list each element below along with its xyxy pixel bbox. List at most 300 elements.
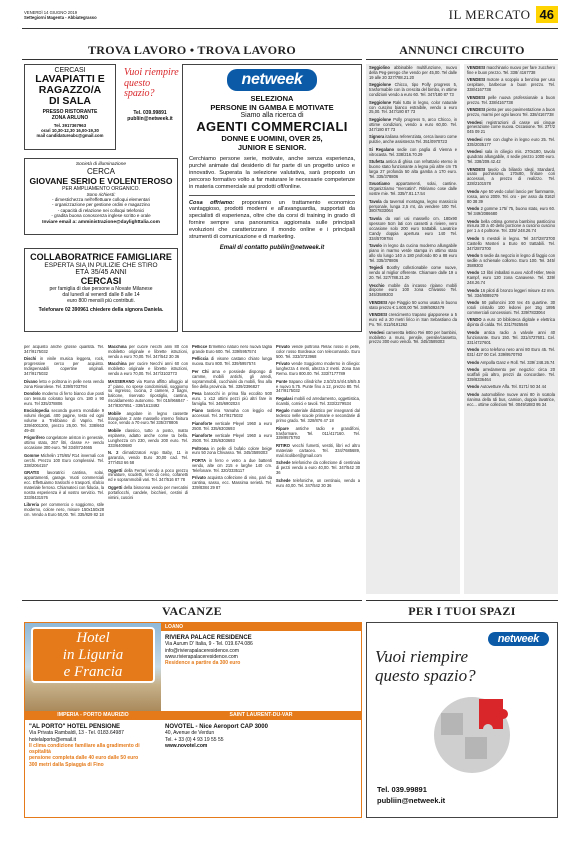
classified-text: 5 mestoli in legno. Tel 347/2873700 Castello Mosteri a Euro 60 trattabili. Tel. 347/2873700 bbox=[467, 235, 555, 251]
classified-keyword: Tavolo bbox=[369, 243, 382, 249]
hotel-phone: Tel. + 33 (0) 4 93 19 55 55 bbox=[165, 736, 224, 743]
classified-keyword: Vendo bbox=[467, 384, 480, 390]
ad-heading: Siamo alla ricerca di bbox=[240, 112, 304, 119]
classified-ad bbox=[108, 380, 188, 409]
ad-sub: PER AMPLIAMENTO ORGANICO. bbox=[62, 186, 140, 192]
classified-text: materiale didattico per insegnanti dal tedesco nelle scuole primarie e secondarie di primo grado. Tel. 328/876 47 18 bbox=[276, 408, 360, 424]
classified-text: da tavernal montagna, legno massiccio personale, lunga 2,5 mt, da vendere 100 Tel. 380/7833064 bbox=[369, 198, 458, 214]
ad-tasks-label: Sono richiesti: bbox=[86, 192, 116, 197]
classified-ad bbox=[192, 392, 272, 407]
hotel-address: 40, Avenue de Verdun bbox=[165, 730, 215, 737]
classified-text: in vinile musica leggera, rock, progressive cerco per acquisto. Indispensabili copertine originali. 347/9175032 bbox=[24, 356, 104, 377]
classified-keyword: Tavola bbox=[369, 215, 382, 221]
classified-ad bbox=[276, 380, 360, 395]
ad-email: publiin@netweek.it bbox=[127, 115, 173, 122]
classified-keyword: Vendo bbox=[467, 347, 480, 353]
classified-keyword: Mobile bbox=[108, 410, 121, 416]
classified-column-3 bbox=[192, 345, 272, 593]
classified-keyword: VENDESI bbox=[467, 94, 485, 100]
ad-vuoi-riempire-big bbox=[366, 622, 558, 818]
classified-keyword: Schede bbox=[276, 477, 291, 483]
ad-heading: DONNE E UOMINI, OVER 25, bbox=[221, 134, 323, 143]
classified-ad bbox=[467, 368, 555, 383]
classified-ad bbox=[369, 135, 457, 145]
classified-text: classico, tutto a posto, matto esplarete, adatto anche come ta bella. Lunghezza cm 230, vendo 200 euro. Tel. 333/6400680 bbox=[108, 427, 188, 448]
page-header-left bbox=[24, 10, 97, 20]
classified-ad bbox=[467, 385, 555, 390]
ad-vuoi-riempire-small bbox=[120, 64, 180, 150]
classified-ad bbox=[467, 271, 555, 286]
classified-text: 50 palloncini 100 tex 45 quartine. 30 rotoli cristallo 100 ledorei per 15g 1895 commerciali concessioni. Tel. 339/7833064 bbox=[467, 300, 556, 315]
ad-contact: Tel. 3917367963 orari 10,30-12,30 16,00-19,30 mail candidatureabc@gmail.com bbox=[36, 123, 104, 138]
ad-email: publiin@netweek.it bbox=[377, 796, 446, 805]
classified-text: per cucire Necchi anni 60 con mobiletto originale e librette istruzioni, vendo a euro 70,00. Tel. 347/3103773 bbox=[108, 361, 188, 377]
classified-text: telefoniche, un centinaio, vendo a euro 40,00. Tel. 347/542 30 36 bbox=[276, 477, 360, 488]
classified-text: Michelin 175/65/ R14 invernali con cerchi. Prezzo 100 Euro complessivi. Tel. 338/2064157 bbox=[24, 452, 104, 468]
classified-text: Polly progress 5, arco Chicco, in ottime condizioni, vendo a euro 60,00. Tel. 347/180 87 73 bbox=[369, 116, 457, 132]
header-rule bbox=[22, 28, 558, 29]
classified-text: verticale Pleyel 1960 a euro 2500. Tel. 335/6303693 bbox=[192, 420, 272, 431]
classified-ad bbox=[276, 479, 360, 489]
classified-keyword: Vendesi bbox=[467, 136, 483, 142]
section-head-spazi: PER I TUOI SPAZI bbox=[408, 604, 516, 618]
classified-text: per acquisto anche grosse quantità. Tel. 347/9175032 bbox=[24, 345, 104, 354]
classified-keyword: Vendo bbox=[467, 206, 480, 212]
classified-text: Autovetture Alfa. Tel. 0171/ 50 34 44 bbox=[480, 384, 547, 390]
classified-text: vende Soggiorno moderno in ciliegio: lunghezza 4 metri, altezza 2 metri. Zona San Remo. Euro 800.00. Tel. 333/7177789 bbox=[276, 361, 360, 377]
classified-text: crescimento trapano giapponese a 5 euro ed a 20 metri lirico in San Sebastiano da Po. Tel. 011/9191262 bbox=[369, 312, 457, 328]
classified-text: bella ottima gomma bambino pasticcino misura 30 a 40 dello porzione a cuscino cuscino per 1 a 4 poltrone. Tel. 339/ 248.26.74 bbox=[467, 218, 555, 234]
classified-keyword: Vendesi bbox=[369, 329, 385, 335]
section-head-annunci: ANNUNCI CIRCUITO bbox=[399, 43, 525, 57]
hotel-note: 300 metri dalla Spiaggia di Fino bbox=[29, 761, 104, 768]
classified-ad bbox=[369, 331, 457, 346]
classified-ad bbox=[192, 459, 272, 474]
classified-ad bbox=[192, 476, 272, 491]
ad-cerca: CERCA bbox=[86, 167, 115, 176]
hotel-note: Residence a partire da 300 euro bbox=[165, 660, 241, 667]
classified-column-1 bbox=[24, 345, 104, 593]
hotel-email: info@rivierapalaceresidence.com bbox=[165, 647, 239, 654]
hotel-band-imperia: IMPERIA - PORTO MAURIZIO bbox=[25, 711, 161, 720]
ad-email: Inviare email a: amministrazione@daylighttalia.com bbox=[42, 219, 160, 225]
classified-ad bbox=[369, 313, 457, 328]
ad-task: - capacità di relazione nei colloqui telefonici bbox=[57, 207, 145, 213]
ad-cercasi: CERCASI bbox=[80, 276, 122, 286]
classified-ad bbox=[276, 362, 360, 377]
ad-giovane-volenteroso bbox=[24, 158, 178, 235]
rule bbox=[22, 600, 362, 601]
classified-keyword: Signora bbox=[369, 134, 385, 140]
classified-text: vende poltrona Relax rosso in pelle, color rosso Bordeaux con telecomando. Euro 500. Tel. 333/3733968 bbox=[276, 345, 360, 359]
classified-text: della Ferrari vendo a poco prezzo miniature, scudetti, ferro di ceno, cofanetti ed e soprammobili vari. Tel. 347/516 87 78 bbox=[108, 467, 188, 483]
classified-keyword: VENDESI bbox=[467, 166, 485, 172]
classified-ad bbox=[192, 409, 272, 419]
classified-ad bbox=[276, 397, 360, 407]
classified-keyword: Oggetti bbox=[108, 484, 123, 490]
ad-task: - gradita buona conoscenza inglese scritto e orale bbox=[51, 213, 151, 219]
hotel-website: www.rivierapalaceresidence.com bbox=[165, 653, 238, 660]
classified-keyword: Svuotiamo bbox=[369, 181, 390, 187]
classified-ad bbox=[467, 237, 555, 252]
ad-title: COLLABORATRICE FAMIGLIARE bbox=[30, 252, 172, 262]
classified-keyword: Pianoforte bbox=[192, 420, 213, 426]
hotel-note: Il clima condizione familiare alla gradimento di ospitalità bbox=[29, 742, 140, 756]
classified-ad bbox=[467, 348, 555, 358]
classified-text: Boothy collezionabile come nuove, vendo al miglior offerente. Chiamare dalle 19 o 20. Tel. 327/788.21.20 bbox=[369, 265, 457, 281]
classified-ad bbox=[192, 447, 272, 457]
classified-ad bbox=[276, 409, 360, 424]
classified-ad bbox=[108, 429, 188, 449]
classified-text: abbinabile multifunzione, nuovo della Peg-perego che vendo per 45,00. Tel dalle 19 alle 20 327/788.21.20 bbox=[369, 65, 457, 80]
classified-text: sedie con paglia di Vienna e vitrocasta. Tel. 338/216.70.29 bbox=[369, 146, 458, 157]
offer-label: Cosa offriamo: bbox=[189, 199, 235, 206]
ad-title: GIOVANE SERIO E VOLENTEROSO bbox=[29, 176, 173, 186]
netweek-logo bbox=[189, 69, 355, 91]
classified-text: antica di ghisa con refrattario eterno in buono stato funzionante a legna più altre cm 75 larga 27 profonda 50 alta gamba a 170 euro. Tel. 335/378806 bbox=[369, 159, 457, 179]
classified-keyword: Divano bbox=[24, 378, 38, 384]
classified-ad bbox=[108, 412, 188, 427]
classified-keyword: Si Regalano bbox=[369, 146, 395, 152]
classified-keyword: Regalo bbox=[276, 408, 290, 414]
classified-ad bbox=[369, 266, 457, 281]
classified-keyword: Vendo bbox=[467, 188, 480, 194]
hotel-name: "AL PORTO" HOTEL PENSIONE bbox=[29, 724, 121, 730]
classified-text: vecchi fumetti, vestiti, libri ed altro materiale cartaceo. Tel. 334/7685689, mail.ricoliber@gmail.com bbox=[276, 442, 360, 458]
classified-ad bbox=[369, 160, 457, 180]
classified-text: Ampolla Ganz e Roll. Tel. 339/ 248.26.74 bbox=[480, 359, 555, 365]
classified-keyword: Privato bbox=[276, 361, 290, 367]
ad-heading: PERSONE IN GAMBA E MOTIVATE bbox=[210, 103, 334, 112]
annunci-column-2 bbox=[464, 64, 558, 594]
hotel-address: Via Aurum D' Italia, 9 - Tel. 019.674.086 bbox=[165, 641, 253, 648]
section-head-trova-lavoro: TROVA LAVORO • TROVA LAVORO bbox=[87, 43, 297, 57]
classified-keyword: Vendo bbox=[467, 287, 480, 293]
classified-ad bbox=[467, 301, 555, 316]
rule bbox=[366, 59, 558, 60]
logo-text: netweek bbox=[488, 632, 549, 646]
ad-phone: Telefonare 02 390961 chiedere della signora Daniela. bbox=[38, 307, 164, 313]
classified-text: arco telefono nero anni 80 Euro 45. Tel. 031/ 427 00 Cel. 339/9570793 bbox=[467, 347, 555, 358]
classified-ad bbox=[276, 444, 360, 459]
classified-text: Ape Piaggio 50 uomo usata in buono stato prezzo € 1.600,00 Tel. 349/5092479 bbox=[369, 299, 457, 310]
classified-text: antiche radio e grandifoni, trasformare. Tel. 011/417160. Tel. 339/9575793 bbox=[276, 425, 360, 441]
classified-keyword: Seggiolone bbox=[369, 116, 392, 122]
hotel-band-saint-laurent: SAINT LAURENT-DU-VAR bbox=[161, 711, 361, 720]
classified-keyword: Vendo bbox=[467, 253, 480, 259]
classified-keyword: Pianoforte bbox=[192, 433, 213, 439]
classified-ad bbox=[467, 138, 555, 148]
page-header-right bbox=[449, 6, 558, 23]
classified-text: barocchi in prima fila eccolito 500 euro. 1 x12 ottimi pezzi più altri fare in famiglia. Tel. 345/6902024 bbox=[192, 391, 272, 406]
classified-ad bbox=[467, 361, 555, 366]
classified-text: italiana referenziata, cerca lavoro come pulizie, anche assistenza Tel. 351/0970723 bbox=[369, 134, 457, 145]
classified-text: lavoratrici cantina, solai, appartamenti, garage. Vuoti commerciali ecc. Effettuiamo traslochi e trasporti, sfalcio materiale ferroso. Chiamateci con fiducia, la nostra esperienza è al vostro servizio. Tel. 333/8431576 bbox=[24, 470, 104, 500]
ad-task: - dimestichezza nell'effettuare colloqui elementari bbox=[51, 197, 151, 202]
classified-keyword: VENDESI bbox=[467, 65, 485, 70]
classified-ad bbox=[24, 345, 104, 355]
classified-ad bbox=[369, 244, 457, 264]
classified-ad bbox=[369, 66, 457, 81]
classified-text: angolare in legno cassette triangolare 2 ante massello interno finitura noce, vendo a 70 euro.Tel 335/378806 bbox=[108, 410, 188, 426]
ad-title: CERCASI bbox=[54, 67, 86, 74]
classified-keyword: Tavola bbox=[369, 198, 382, 204]
ad-intro: Società di illuminazione bbox=[75, 162, 127, 167]
classified-ad bbox=[24, 454, 104, 469]
classified-text: Chicco, tipo Polly progress 5, trasformabile con la crescita del bimbo, in ottime condizioni vendo a euro 60. Tel. 347/180 87 73 bbox=[369, 82, 458, 98]
classified-keyword: Vendesi bbox=[467, 149, 483, 155]
classified-text: di visone castano chiaro lunga nuova. Euro 800. Tel. 339/5957574 bbox=[192, 356, 272, 367]
ad-heading-main: AGENTI COMMERCIALI bbox=[196, 119, 348, 134]
classified-keyword: RITIRO bbox=[276, 442, 290, 448]
hotel-photo bbox=[25, 623, 161, 711]
classified-ad bbox=[369, 118, 457, 133]
classified-keyword: Macchina bbox=[108, 361, 127, 367]
classified-ad bbox=[467, 254, 555, 269]
classified-text: trapano cilindriche 2.5/3/3.5/4/4.5/5/5.5 e nuovo 5.75. Punte fino a 12, prezzo 80. Tel. 347/9175032 bbox=[276, 378, 360, 394]
hotel-listing-novotel bbox=[165, 724, 355, 749]
classified-keyword: Ripare bbox=[276, 425, 289, 431]
ad-headline: Vuoi riempire questo spazio? bbox=[375, 647, 476, 685]
classified-text: motore a scoppio a benzina per uso cespitare, barbecue a buon prezzo. Tel. 338/4167738 bbox=[467, 77, 555, 93]
classified-ad bbox=[192, 345, 272, 355]
classified-ad bbox=[192, 370, 272, 390]
classified-text: per commercio o soggiorno, stile moderno, colore nero, misure 150x150x28 cm. Vendo a Euro 50,00. Tel. 335/829 82 18 bbox=[24, 502, 104, 517]
ad-sub: PRESSO RISTORANTE ZONA ARLUNO bbox=[42, 109, 98, 121]
classified-ad bbox=[369, 101, 457, 116]
classified-keyword: Gomme bbox=[24, 452, 40, 458]
hotel-listing-al-porto bbox=[29, 724, 159, 768]
ad-line-3: DI SALA bbox=[49, 95, 91, 107]
classified-ad bbox=[192, 422, 272, 432]
ad-age: ETÀ 35/45 ANNI bbox=[75, 269, 127, 276]
classified-keyword: Stufetta bbox=[369, 159, 385, 165]
classified-ad bbox=[369, 217, 457, 242]
classified-ad bbox=[276, 427, 360, 442]
classified-ad bbox=[467, 289, 555, 299]
classified-ad bbox=[467, 393, 555, 408]
classified-keyword: Pelliccia bbox=[192, 356, 209, 362]
classified-text: sala in ciliegio mis. 270x180, tavolo quadrato allungabile, 4 sedie prezzo 1000 euro. Tel. 338/209.42.42 bbox=[467, 149, 556, 165]
logo-text: netweek bbox=[227, 69, 316, 91]
netweek-logo bbox=[488, 629, 549, 647]
classified-keyword: Dondolo bbox=[24, 391, 41, 397]
classified-ad bbox=[192, 357, 272, 367]
classified-ad bbox=[467, 96, 555, 106]
classified-text: ama e possiede dispongo di camme, mobili antichi, gli arredi, soprammobili, cucchiaini da mobili, fino alla fine della provincia. Tel. 339/2396827 bbox=[192, 368, 272, 389]
classified-keyword: Mobile bbox=[108, 427, 121, 433]
classified-keyword: Macchina bbox=[108, 345, 127, 349]
classified-keyword: Vendesi bbox=[467, 119, 483, 125]
classified-keyword: Regalasi bbox=[276, 395, 293, 401]
classified-text: registrazioni di casse usi cinque generazione come nuova. Occasione. Tel. 377/2 045 09 21 bbox=[467, 119, 556, 135]
classified-text: mobile da incasso ripiano mobili dispone euro 100 zona Chivasso Tel. 345/3589303 bbox=[369, 282, 457, 298]
classified-keyword: Vendo bbox=[467, 235, 480, 241]
classified-text: acquista collezione di vino, pari da cantina, sasso, ecc. Massima serietà. Tel. 339/8384 29 87 bbox=[192, 475, 272, 491]
classified-ad bbox=[467, 78, 555, 93]
classified-ad bbox=[24, 436, 104, 451]
classified-keyword: Vendo bbox=[467, 218, 480, 224]
classified-keyword: Schede bbox=[276, 460, 291, 466]
classified-keyword: Punte bbox=[276, 378, 288, 384]
classified-text: telefoniche da collezione di centinaia di pezzi vendo a euro 40,00. Tel. 347/542 30 36 bbox=[276, 460, 360, 476]
classified-text: climatizzatori Argo Baby, 11 in garanzia, vendo Euro 30,00 cad. Tel. 377/453 66 58 bbox=[108, 450, 188, 465]
classified-keyword: Libreria bbox=[24, 502, 40, 508]
classified-ad bbox=[108, 345, 188, 360]
issue-date: VENERDÌ 14 GIUGNO 2019 bbox=[24, 10, 78, 15]
hotel-address: Via Privata Rambaldi, 13 - Tel. 0183.64987 bbox=[29, 730, 124, 737]
ad-netweek-agenti bbox=[182, 64, 362, 332]
classified-keyword: Privato bbox=[192, 475, 206, 481]
classified-keyword: Dischi bbox=[24, 356, 37, 362]
section-head-vacanze: VACANZE bbox=[162, 604, 222, 618]
classified-ad bbox=[276, 345, 360, 360]
puzzle-graphic bbox=[427, 691, 517, 775]
classified-text: per cucire necchi anni 80 con mobiletto originale e librette istruzioni, vendo a euro 70,00. Tel. 347/542 30 36 bbox=[108, 345, 188, 359]
classified-ad bbox=[467, 318, 555, 328]
classified-keyword: VENDO bbox=[467, 317, 482, 323]
classified-keyword: Tegiedi bbox=[369, 265, 384, 271]
classified-ad bbox=[467, 331, 555, 346]
divider bbox=[189, 195, 355, 196]
classified-text: tastiera Yamaha con leggìo ed accessori. Tel. 347/9175032 bbox=[192, 408, 272, 419]
rule bbox=[366, 600, 558, 601]
classified-column-2 bbox=[108, 345, 188, 593]
classified-text: Ape 50 vedo colori lancio per fiammante, rossa, anno 2009. Tel. oro - per asso da 0162/ 80 38 39 bbox=[467, 188, 555, 204]
classified-text: Raki tutto in legno, color naturale con cuscino bianco estraibile, vendo a euro 25,00. Tel. 347/180 87 73 bbox=[369, 99, 457, 115]
ad-line-1: LAVAPIATTI E bbox=[35, 73, 105, 85]
classified-keyword: Poltrona bbox=[192, 445, 209, 451]
classified-text: antica radio a valvole anni 40 funzionante. Euro 150. Tel. 331/4727601. Cel. 331/4727601 bbox=[467, 329, 556, 345]
ad-heading: JUNIOR E SENIOR. bbox=[237, 143, 307, 152]
classified-keyword: Frigorifero bbox=[24, 435, 45, 441]
classified-text: cameretta lettino Rei 800 per bambini, mobiletto a muro, pensile, pensile/cassetto, prezzo 300 euro vendo. Tel. 345/3589303 bbox=[369, 329, 457, 345]
hotel-top-band: LOANO bbox=[161, 623, 361, 631]
page-number: 46 bbox=[536, 6, 558, 23]
classified-keyword: Pesa bbox=[192, 391, 202, 397]
classified-text: Ermellino naturo nero nuova taglia grande Euro 600. Tel. 339/5957574 bbox=[192, 345, 272, 354]
ad-task: - organizzazione per gestione ordini e magazzino bbox=[51, 202, 151, 208]
hotel-email: hotelalporto@email.it bbox=[29, 736, 77, 743]
classified-text: 2 gomme 175/ 75, buono stato, euro 60. Tel 349/2086680 bbox=[467, 206, 556, 216]
classified-keyword: MASSERANO bbox=[108, 378, 135, 384]
classified-ad bbox=[369, 301, 457, 311]
classified-ad bbox=[369, 284, 457, 299]
ad-sub: ESPERTA SIA IN PULIZIE CHE STIRO bbox=[44, 262, 158, 269]
classified-ad bbox=[108, 486, 188, 501]
classified-ad bbox=[467, 108, 555, 118]
classified-text: da vari usi massello cm. 180x90 spessore 5cm lati con cassetti a riviere, vero occasione solo 200 euro trattabili. Lavatrice Candy doppia apertura euro 140 Tel. 334/5709784 bbox=[369, 215, 457, 241]
classified-ad bbox=[108, 362, 188, 377]
ad-email: Email di contatto publiin@netweek.it bbox=[219, 244, 325, 251]
classified-keyword: Pellicce bbox=[192, 345, 208, 349]
ad-headline: Vuoi riempire questo spazio? bbox=[124, 67, 179, 99]
classified-ad bbox=[467, 220, 555, 235]
ad-phone: Tel. 039.99891 bbox=[133, 109, 167, 116]
classified-keyword: VENDESI bbox=[369, 299, 387, 305]
classified-ad bbox=[108, 469, 188, 484]
classified-text: automobiline nuove anni 80 in scatola rianima della Idi bus, camion, doppia lavatrice, ecc... ottime collezioni Tel. 0049/1883 95 34 bbox=[467, 391, 555, 407]
classified-keyword: Oggetti bbox=[108, 467, 123, 473]
rule bbox=[22, 59, 362, 60]
classified-ad bbox=[24, 503, 104, 518]
classified-ad bbox=[467, 150, 555, 165]
classified-text: congelatore ariston in generale, ottimo stato, 267 litri, classe A+ vendo occasione 300 euro. Tel 334/8724665 bbox=[24, 435, 104, 451]
classified-ad bbox=[467, 121, 555, 136]
ad-heading: SELEZIONA bbox=[250, 94, 294, 103]
classified-ad bbox=[467, 168, 555, 188]
classified-ad bbox=[24, 357, 104, 377]
section-title: IL MERCATO bbox=[448, 6, 531, 22]
hotel-name: RIVIERA PALACE RESIDENCE bbox=[165, 635, 252, 641]
puzzle-piece bbox=[465, 737, 487, 759]
classified-ad bbox=[24, 409, 104, 434]
classified-text: letto e poltrona in pelle nera vendo zona Rivarolese. Tel. 339/5703794 bbox=[24, 378, 104, 389]
classified-text: 13 libri imballati nuovo Adolf Hitler, Mein Kampf, euro 120 zona Canavese. Tel. 339/ 248.26.74 bbox=[467, 270, 555, 286]
classified-text: mobili ed arredamento, oggettistica, ricambi, cornici e tavoli. Tel. 333/2279534 bbox=[276, 395, 360, 406]
classified-text: 5 sedie da negozio in legno di faggio con sedile a schienale collorno. Euro 100. Tel. 345/ 3589303 bbox=[467, 253, 556, 268]
classified-keyword: VENDESI bbox=[369, 312, 387, 318]
classified-text: a euro 10 biblioteca digitale e elettrica dipinta di calda. Tel. 331/7925546 bbox=[467, 317, 556, 328]
classified-text: macchinario nuovo per fare zucchero fine e buon prezzo. Tel. 338/ 4167738 bbox=[467, 65, 556, 75]
hotel-website: www.novotel.com bbox=[165, 742, 208, 749]
ad-hotel-liguria-francia bbox=[24, 622, 362, 818]
classified-keyword: Seggiolino bbox=[369, 65, 390, 70]
classified-text: pelle nuova professionale a buon prezzo. Tel. 338/4167738 bbox=[467, 94, 556, 105]
classified-keyword: Privato bbox=[276, 345, 290, 349]
classified-text: della bisnonna vendo per mercatini portafiocchi, candele, bicchieri, cestini di vimini, cuscini bbox=[108, 484, 188, 500]
classified-ad bbox=[369, 83, 457, 98]
classified-ad bbox=[369, 200, 457, 215]
offer-text: proponiamo un trattamento economico vantaggioso, prodotti moderni e all'avanguardia, supportati da specialisti di esperienza, oltre che da corsi di training in grado di fornire sempre una panoramica aggiornata sulle principali evoluzioni che caratterizzano il mondo online e i principali strumenti di comunicazione e di marketing. bbox=[189, 199, 355, 241]
ad-offer bbox=[189, 200, 355, 241]
classified-keyword: Per Chi bbox=[192, 368, 209, 374]
classified-ad bbox=[276, 461, 360, 476]
classified-text: moderno di ferro bianco due posti con tessuto colorato lungo cm. 180 x 90 euro. Tel 335/378806 bbox=[24, 391, 104, 406]
annunci-column-1 bbox=[366, 64, 460, 594]
hotel-title: Hotel in Liguria e Francia bbox=[31, 627, 155, 683]
classified-keyword: VENDESI bbox=[467, 107, 485, 113]
classified-ad bbox=[369, 148, 457, 158]
ad-body: Cerchiamo persone serie, motivate, anche senza esperienza, purché animate dal desiderio di far parte di un progetto unico e innovativo. Superata la selezione valutativa, sarà proposto un percorso formativo volto a far maturare le necessarie competenze in materia commerciale sui prodotti off/online. bbox=[189, 156, 355, 190]
classified-text: via Roma affitto alloggio al 2° piano, no spese condominiali, soggiorno su ingresso, cucina, 2 camere, 2 bagni, balcone, riservato ripostiglio, cantina, riscaldamento autonomo. Tel 015/966847 - 347/8307851 - 338/1613492 bbox=[108, 378, 188, 409]
ad-collaboratrice-famigliare bbox=[24, 248, 178, 332]
hotel-listing-riviera bbox=[165, 635, 355, 666]
puzzle-piece bbox=[441, 713, 463, 735]
hotel-name: NOVOTEL - Nice Aeroport CAP 3000 bbox=[165, 724, 268, 730]
classified-keyword: Vendo bbox=[467, 367, 480, 373]
classified-keyword: PORTA bbox=[192, 457, 207, 463]
classified-keyword: VENDESI bbox=[467, 77, 485, 83]
classified-text: verticale Pleyel 1960 a euro 2500. Tel. 335/6303693 bbox=[192, 433, 272, 444]
ad-line-2: RAGAZZO/A bbox=[38, 84, 102, 96]
classified-text: appartamenti, solai, cantine. Organizziamo "mercatini". Ritiriamo cose dalle vostre mie. Tel. 335/7.81.17.54 bbox=[369, 181, 457, 197]
classified-text: tavolo da biliardo Ideal, Standard, usato pochissimo, 170x80, finiture con accessori, a prezzo di realizzo. Tel. 328/2101578 bbox=[467, 166, 555, 187]
ad-body: per famiglia di due persone a Novate Milanese dal lunedì al venerdì dalle 8 alle 14 euro 800 mensili più contributi. bbox=[49, 286, 153, 304]
classified-text: arredamento per negozio: circa 20 scaffali più altro, prezzi da concordare. Tel. 339/8336464 bbox=[467, 367, 555, 382]
classified-ad bbox=[467, 190, 555, 205]
ad-phone: Tel. 039.99891 bbox=[377, 785, 427, 794]
classified-text: 16 piloti di bronzo leggeri misure 42 mm. Tel. 334/8089279 bbox=[467, 287, 555, 298]
classified-keyword: Vendo bbox=[467, 300, 480, 306]
classified-ad bbox=[192, 434, 272, 444]
classified-keyword: Vendo bbox=[467, 270, 480, 276]
classified-keyword: Vendo bbox=[467, 359, 480, 365]
classified-ad bbox=[24, 392, 104, 407]
classified-keyword: Vendo bbox=[467, 391, 480, 397]
classified-keyword: Seggiolone bbox=[369, 82, 392, 88]
classified-text: in ferro e vetro a due battenti vendo, alte cm 215 e larghe 140 cm. Telefonare. Tel. 320/3335117 bbox=[192, 457, 272, 473]
